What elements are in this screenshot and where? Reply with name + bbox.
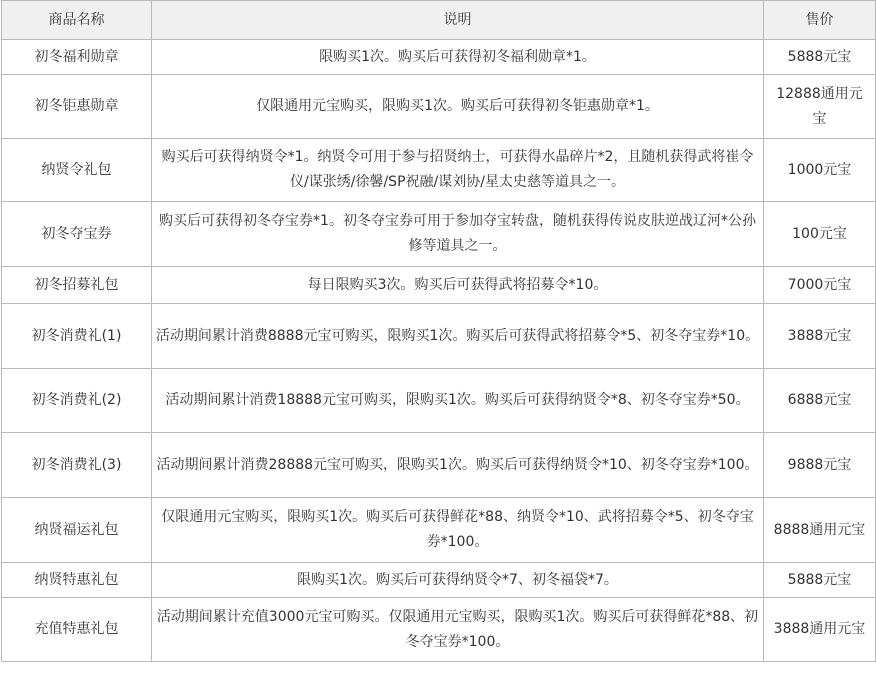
shop-table [1,0,876,662]
item-name: 初冬招募礼包 [2,267,152,304]
item-desc: 活动期间累计消费18888元宝可购买，限购买1次。购买后可获得纳贤令*8、初冬夺宝券*50。 [152,369,764,433]
item-desc: 活动期间累计消费8888元宝可购买，限购买1次。购买后可获得武将招募令*5、初冬夺宝券*10。 [152,304,764,369]
table-row [2,598,876,662]
item-price: 100元宝 [764,202,876,267]
table-row [2,304,876,369]
item-desc: 购买后可获得纳贤令*1。纳贤令可用于参与招贤纳士，可获得水晶碎片*2，且随机获得武将崔令仪/谋张绣/徐馨/SP祝融/谋刘协/星太史慈等道具之一。 [152,139,764,202]
item-desc: 每日限购买3次。购买后可获得武将招募令*10。 [152,267,764,304]
table-header-row [2,1,876,40]
table-row [2,40,876,75]
item-name: 充值特惠礼包 [2,598,152,662]
item-desc: 仅限通用元宝购买，限购买1次。购买后可获得初冬钜惠勋章*1。 [152,75,764,139]
table-row [2,267,876,304]
item-price: 9888元宝 [764,433,876,498]
item-name: 纳贤特惠礼包 [2,563,152,598]
item-desc: 仅限通用元宝购买，限购买1次。购买后可获得鲜花*88、纳贤令*10、武将招募令*5、初冬夺宝券*100。 [152,498,764,563]
item-price: 8888通用元宝 [764,498,876,563]
header-desc: 说明 [152,1,764,40]
item-price: 3888通用元宝 [764,598,876,662]
item-name: 初冬钜惠勋章 [2,75,152,139]
item-price: 7000元宝 [764,267,876,304]
item-price: 1000元宝 [764,139,876,202]
item-price: 12888通用元宝 [764,75,876,139]
table-row [2,433,876,498]
item-name: 初冬消费礼(2) [2,369,152,433]
table-row [2,498,876,563]
table-row [2,139,876,202]
header-price: 售价 [764,1,876,40]
item-name: 纳贤令礼包 [2,139,152,202]
header-name: 商品名称 [2,1,152,40]
item-desc: 活动期间累计消费28888元宝可购买，限购买1次。购买后可获得纳贤令*10、初冬夺宝券*100。 [152,433,764,498]
table-row [2,75,876,139]
item-name: 初冬消费礼(3) [2,433,152,498]
item-name: 纳贤福运礼包 [2,498,152,563]
table-row [2,202,876,267]
table-row [2,369,876,433]
table-row [2,563,876,598]
item-price: 3888元宝 [764,304,876,369]
item-desc: 限购买1次。购买后可获得纳贤令*7、初冬福袋*7。 [152,563,764,598]
item-price: 5888元宝 [764,563,876,598]
item-desc: 活动期间累计充值3000元宝可购买。仅限通用元宝购买，限购买1次。购买后可获得鲜花*88、初冬夺宝券*100。 [152,598,764,662]
item-desc: 购买后可获得初冬夺宝券*1。初冬夺宝券可用于参加夺宝转盘，随机获得传说皮肤逆战辽河*公孙修等道具之一。 [152,202,764,267]
item-name: 初冬福利勋章 [2,40,152,75]
item-price: 6888元宝 [764,369,876,433]
item-price: 5888元宝 [764,40,876,75]
item-name: 初冬消费礼(1) [2,304,152,369]
item-name: 初冬夺宝券 [2,202,152,267]
item-desc: 限购买1次。购买后可获得初冬福利勋章*1。 [152,40,764,75]
